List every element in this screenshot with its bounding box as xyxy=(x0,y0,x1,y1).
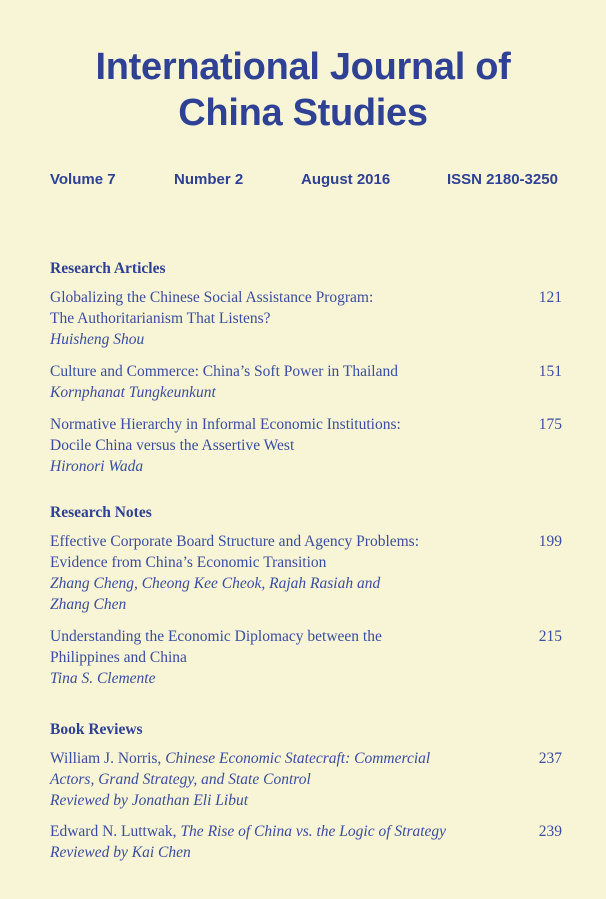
entry-title-line: Culture and Commerce: China’s Soft Power in Thailand xyxy=(50,363,398,380)
entry-title-line: Philippines and China xyxy=(50,649,187,666)
entry-title-line: The Authoritarianism That Listens? xyxy=(50,310,271,327)
book-title: Actors, Grand Strategy, and State Control xyxy=(50,771,311,788)
entry-title-line: Understanding the Economic Diplomacy between the xyxy=(50,628,382,645)
journal-title xyxy=(0,44,606,136)
issn-label: ISSN 2180-3250 xyxy=(447,171,558,188)
entry-title-line: Normative Hierarchy in Informal Economic Institutions: xyxy=(50,416,401,433)
entry-page-number: 199 xyxy=(538,533,562,550)
entry-page-number: 121 xyxy=(538,289,562,306)
entry-author: Hironori Wada xyxy=(50,458,144,475)
number-label: Number 2 xyxy=(174,171,244,188)
entry-author: Zhang Chen xyxy=(50,596,127,613)
entry-title-line xyxy=(50,821,520,842)
issue-info-row xyxy=(0,171,606,191)
section-heading-research-notes: Research Notes xyxy=(50,504,152,521)
journal-title-line-1: International Journal of xyxy=(95,46,511,88)
date-label: August 2016 xyxy=(301,171,391,188)
book-title: Chinese Economic Statecraft: Commercial xyxy=(165,750,431,767)
book-author: William J. Norris, xyxy=(50,750,166,767)
entry-reviewer: Reviewed by Jonathan Eli Libut xyxy=(50,792,249,809)
entry-author: Kornphanat Tungkeunkunt xyxy=(50,384,216,401)
volume-label: Volume 7 xyxy=(50,171,116,188)
entry-title-line: Globalizing the Chinese Social Assistance Program: xyxy=(50,289,374,306)
book-author: Edward N. Luttwak, xyxy=(50,823,181,840)
entry-title-line: Effective Corporate Board Structure and Agency Problems: xyxy=(50,533,420,550)
toc-entry[interactable] xyxy=(50,531,562,615)
entry-reviewer: Reviewed by Kai Chen xyxy=(50,844,191,861)
entry-title-line: Docile China versus the Assertive West xyxy=(50,437,295,454)
toc-entry[interactable] xyxy=(50,361,562,403)
section-heading-research-articles: Research Articles xyxy=(50,260,166,277)
toc-entry[interactable] xyxy=(50,748,562,811)
toc-entry[interactable] xyxy=(50,287,562,350)
entry-title-line xyxy=(50,748,520,769)
journal-title-line-2: China Studies xyxy=(178,92,428,134)
toc-entry[interactable] xyxy=(50,821,562,863)
entry-author: Zhang Cheng, Cheong Kee Cheok, Rajah Rasiah and xyxy=(50,575,381,592)
entry-page-number: 239 xyxy=(538,823,562,840)
entry-author: Tina S. Clemente xyxy=(50,670,156,687)
toc-entry[interactable] xyxy=(50,414,562,477)
entry-page-number: 237 xyxy=(538,750,562,767)
book-title: The Rise of China vs. the Logic of Strategy xyxy=(180,823,447,840)
entry-page-number: 151 xyxy=(538,363,562,380)
section-heading-book-reviews: Book Reviews xyxy=(50,721,143,738)
entry-author: Huisheng Shou xyxy=(50,331,145,348)
entry-title-line: Evidence from China’s Economic Transition xyxy=(50,554,327,571)
entry-page-number: 215 xyxy=(538,628,562,645)
toc-entry[interactable] xyxy=(50,626,562,689)
entry-page-number: 175 xyxy=(538,416,562,433)
